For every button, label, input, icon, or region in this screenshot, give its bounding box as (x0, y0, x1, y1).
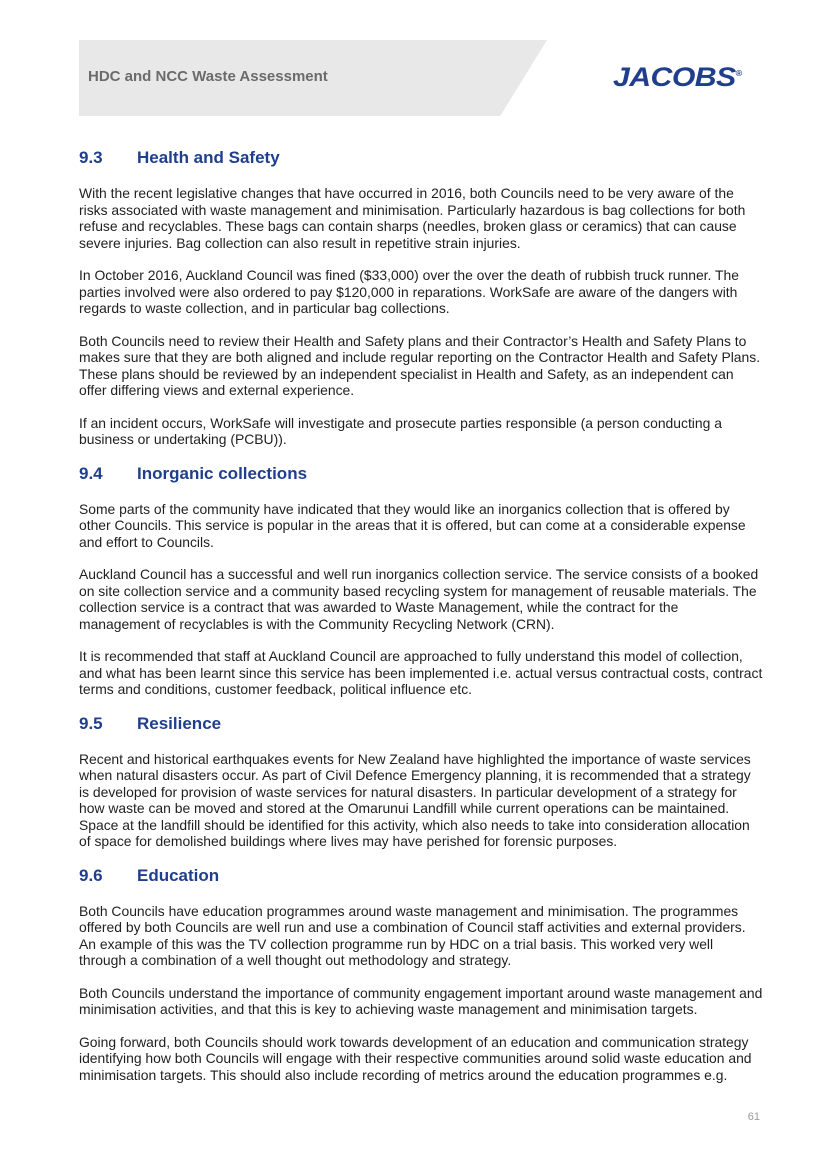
section-heading (79, 714, 763, 734)
paragraph: Recent and historical earthquakes events for New Zealand have highlighted the importance of waste services when natural disasters occur. As part of Civil Defence Emergency planning, it is recommended that a strategy is developed for provision of waste services for natural disasters. In particular development of a strategy for how waste can be moved and stored at the Omarunui Landfill while current operations can be maintained. Space at the landfill should be identified for this activity, which also needs to take into consideration allocation of space for demolished buildings where lives may have perished for forensic purposes. (79, 750, 751, 849)
section-number: 9.3 (79, 148, 103, 167)
section-number: 9.4 (79, 463, 103, 483)
section-title: Inorganic collections (137, 463, 308, 483)
section-number: 9.6 (79, 865, 103, 885)
registered-mark: ® (735, 69, 742, 78)
paragraph: Going forward, both Councils should work towards development of an education and communication strategy identifying how both Councils will engage with their respective communities around solid waste education and minimisation targets. This should also include recording of metrics around the education programmes e.g. (79, 1033, 752, 1083)
paragraph: Both Councils understand the importance of community engagement important around waste management and minimisation activities, and that this is key to achieving waste management and minimisation targets. (79, 984, 763, 1017)
section-title: Education (137, 865, 220, 885)
paragraph: With the recent legislative changes that have occurred in 2016, both Councils need to be very aware of the risks associated with waste management and minimisation. Particularly hazardous is bag collections for both refuse and recyclables. These bags can contain sharps (needles, broken glass or ceramics) that can cause severe injuries. Bag collection can also result in repetitive strain injuries. (79, 185, 746, 251)
document-title: HDC and NCC Waste Assessment (88, 68, 328, 85)
section-9-6 (79, 866, 763, 1084)
paragraph: Some parts of the community have indicated that they would like an inorganics collection that is offered by other Councils. This service is popular in the areas that it is offered, but can come at a considerable expense and effort to Councils. (79, 500, 746, 550)
paragraph: In October 2016, Auckland Council was fined ($33,000) over the over the death of rubbish truck runner. The parties involved were also ordered to pay $120,000 in reparations. WorkSafe are aware of the dangers with regards to waste collection, and in particular bag collections. (79, 267, 739, 316)
section-9-5 (79, 714, 763, 850)
section-number: 9.5 (79, 713, 103, 733)
section-heading (79, 464, 763, 484)
section-9-3 (79, 148, 763, 448)
section-title: Health and Safety (137, 148, 280, 167)
section-9-4 (79, 464, 763, 698)
section-heading (79, 148, 763, 168)
paragraph: It is recommended that staff at Auckland Council are approached to fully understand this model of collection, and what has been learnt since this service has been implemented i.e. actual versus contractual costs, contract terms and conditions, customer feedback, political influence etc. (79, 648, 763, 697)
paragraph: Both Councils need to review their Health and Safety plans and their Contractor’s Health and Safety Plans to makes sure that they are both aligned and include regular reporting on the Contractor Health and Safety Plans. These plans should be reviewed by an independent specialist in Health and Safety, as an independent can offer differing views and external experience. (79, 332, 761, 398)
logo-text: JACOBS (613, 62, 736, 92)
paragraph: If an incident occurs, WorkSafe will investigate and prosecute parties responsible (a person conducting a business or undertaking (PCBU)). (79, 414, 722, 447)
section-title: Resilience (137, 713, 222, 733)
jacobs-logo (613, 62, 742, 93)
paragraph: Auckland Council has a successful and well run inorganics collection service. The service consists of a booked on site collection service and a community based recycling system for management of reusable materials. The collection service is a contract that was awarded to Waste Management, while the contract for the management of recyclables is with the Community Recycling Network (CRN). (79, 566, 759, 632)
section-heading (79, 866, 763, 886)
paragraph: Both Councils have education programmes around waste management and minimisation. The programmes offered by both Councils are well run and use a combination of Council staff activities and external providers. An example of this was the TV collection programme run by HDC on a trial basis. This worked very well through a combination of a well thought out methodology and strategy. (79, 902, 746, 968)
page-number: 61 (747, 1111, 760, 1123)
page-body (79, 148, 763, 1099)
